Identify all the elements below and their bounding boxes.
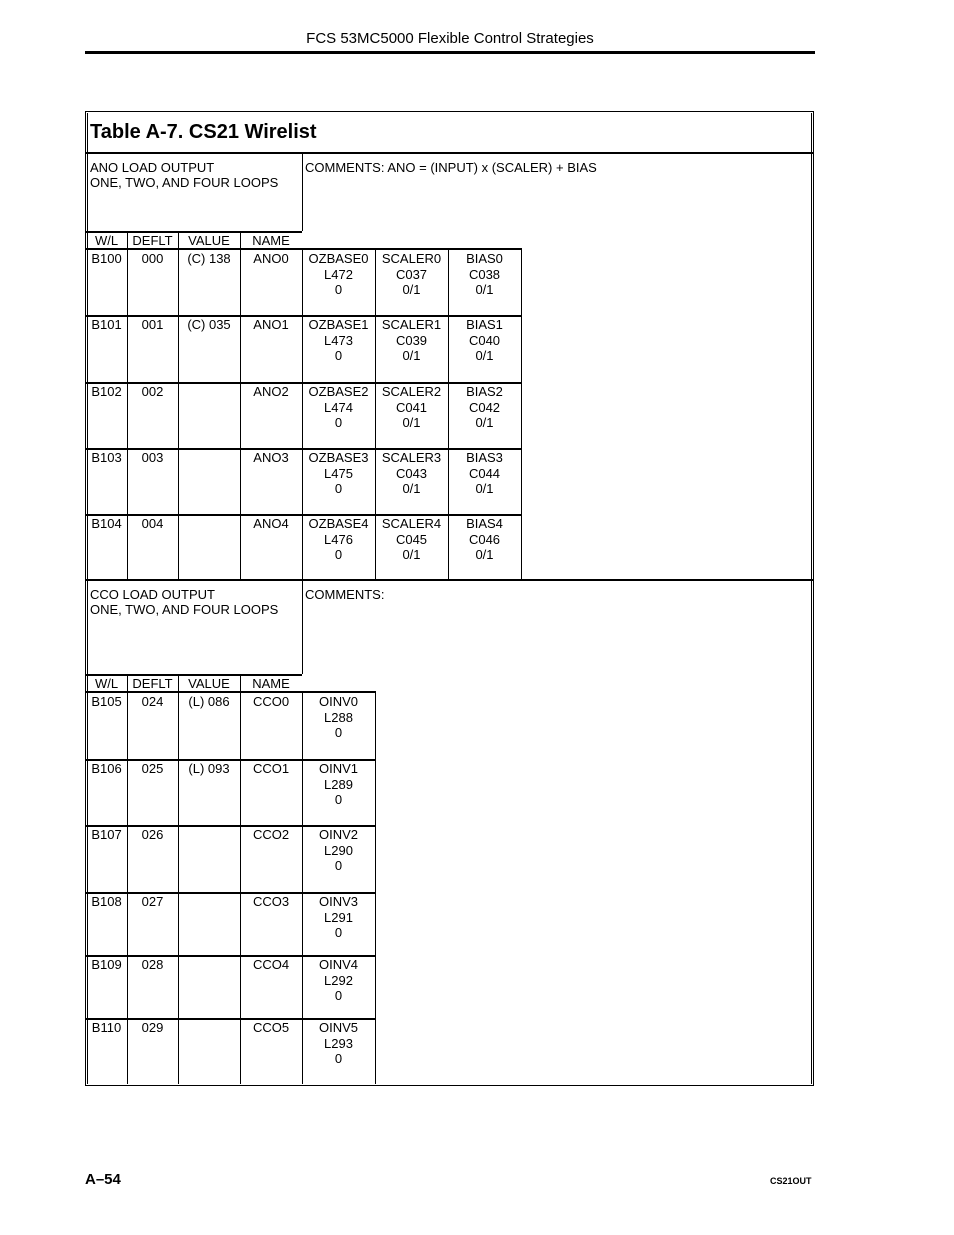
cell-wl: B103 <box>91 450 122 465</box>
param-cell: L292 <box>324 972 353 988</box>
param-cell: SCALER0 <box>381 251 442 266</box>
param-cell: OINV4 <box>318 957 358 972</box>
column-header-deflt: DEFLT <box>132 676 173 691</box>
page-header-title: FCS 53MC5000 Flexible Control Strategies <box>306 30 594 47</box>
param-cell: L289 <box>324 776 353 792</box>
param-cell: L475 <box>324 465 353 481</box>
param-cell: C040 <box>468 332 501 348</box>
param-cell: BIAS4 <box>466 516 503 531</box>
cell-deflt: 025 <box>141 761 164 776</box>
param-cell: C043 <box>395 465 428 481</box>
ano-divider <box>302 152 303 231</box>
param-cell: BIAS1 <box>466 317 503 332</box>
param-cell: 0/1 <box>402 348 421 363</box>
cell-name: ANO2 <box>253 384 289 399</box>
param-cell: SCALER2 <box>381 384 442 399</box>
param-cell: OZBASE3 <box>308 450 369 465</box>
param-cell: C045 <box>395 531 428 547</box>
cell-name: ANO1 <box>253 317 289 332</box>
cell-wl: B108 <box>91 894 122 909</box>
param-cell: 0/1 <box>402 547 421 562</box>
column-header-name: NAME <box>252 233 290 248</box>
param-cell: OZBASE0 <box>308 251 369 266</box>
param-cell: L288 <box>324 709 353 725</box>
param-cell: SCALER4 <box>381 516 442 531</box>
cell-wl: B102 <box>91 384 122 399</box>
page-number: A–54 <box>85 1171 121 1188</box>
cell-name: CCO2 <box>252 827 290 842</box>
param-cell: OINV2 <box>318 827 358 842</box>
param-cell: L293 <box>324 1035 353 1051</box>
cell-deflt: 029 <box>141 1020 164 1035</box>
cell-name: CCO3 <box>252 894 290 909</box>
param-cell: 0 <box>334 925 343 940</box>
param-cell: OINV1 <box>318 761 358 776</box>
cell-wl: B107 <box>91 827 122 842</box>
ano-param-divider <box>521 248 522 579</box>
cell-wl: B100 <box>91 251 122 266</box>
param-cell: SCALER3 <box>381 450 442 465</box>
cell-deflt: 004 <box>141 516 164 531</box>
param-cell: 0/1 <box>475 547 494 562</box>
param-cell: OZBASE4 <box>308 516 369 531</box>
cell-deflt: 026 <box>141 827 164 842</box>
param-cell: 0/1 <box>402 282 421 297</box>
ano-col-divider <box>178 248 179 579</box>
param-cell: L474 <box>324 399 353 415</box>
cco-param-divider <box>375 691 376 1084</box>
cell-name: CCO0 <box>252 694 290 709</box>
cco-top-rule <box>86 579 814 581</box>
cell-value: (C) 035 <box>187 317 231 332</box>
column-header-name: NAME <box>252 676 290 691</box>
param-cell: C041 <box>395 399 428 415</box>
ano-section-subtitle: ONE, TWO, AND FOUR LOOPS <box>90 175 279 190</box>
cell-name: ANO4 <box>253 516 289 531</box>
cell-wl: B101 <box>91 317 122 332</box>
cell-value: (L) 086 <box>188 694 230 709</box>
cell-deflt: 002 <box>141 384 164 399</box>
param-cell: L290 <box>324 842 353 858</box>
param-cell: 0 <box>334 348 343 363</box>
column-header-value: VALUE <box>188 676 230 691</box>
param-cell: OZBASE1 <box>308 317 369 332</box>
document-code: CS21OUT <box>770 1176 812 1186</box>
cco-section-title: CCO LOAD OUTPUT <box>90 587 215 602</box>
cell-value: (L) 093 <box>188 761 230 776</box>
param-cell: 0 <box>334 988 343 1003</box>
cell-wl: B104 <box>91 516 122 531</box>
cell-deflt: 000 <box>141 251 164 266</box>
param-cell: 0 <box>334 1051 343 1066</box>
param-cell: C037 <box>395 266 428 282</box>
param-cell: 0 <box>334 547 343 562</box>
param-cell: BIAS0 <box>466 251 503 266</box>
param-cell: 0 <box>334 725 343 740</box>
param-cell: OZBASE2 <box>308 384 369 399</box>
param-cell: C038 <box>468 266 501 282</box>
param-cell: OINV3 <box>318 894 358 909</box>
cell-value: (C) 138 <box>187 251 231 266</box>
param-cell: 0 <box>334 858 343 873</box>
cell-deflt: 024 <box>141 694 164 709</box>
param-cell: 0 <box>334 415 343 430</box>
param-cell: BIAS2 <box>466 384 503 399</box>
column-header-wl: W/L <box>94 676 119 691</box>
table-title: Table A-7. CS21 Wirelist <box>90 121 317 143</box>
param-cell: 0/1 <box>475 348 494 363</box>
param-cell: L473 <box>324 332 353 348</box>
cell-name: CCO4 <box>252 957 290 972</box>
param-cell: 0 <box>334 792 343 807</box>
cell-name: CCO1 <box>252 761 290 776</box>
param-cell: OINV0 <box>318 694 358 709</box>
cco-section-subtitle: ONE, TWO, AND FOUR LOOPS <box>90 602 279 617</box>
cco-comments: COMMENTS: <box>305 587 385 602</box>
param-cell: L472 <box>324 266 353 282</box>
cell-wl: B110 <box>91 1020 122 1035</box>
header-rule <box>85 51 815 54</box>
param-cell: 0 <box>334 282 343 297</box>
cell-deflt: 027 <box>141 894 164 909</box>
cell-wl: B105 <box>91 694 122 709</box>
param-cell: 0/1 <box>475 481 494 496</box>
param-cell: L291 <box>324 909 353 925</box>
param-cell: SCALER1 <box>381 317 442 332</box>
ano-comments: COMMENTS: ANO = (INPUT) x (SCALER) + BIAS <box>305 160 597 175</box>
cell-wl: B106 <box>91 761 122 776</box>
cell-deflt: 028 <box>141 957 164 972</box>
cell-name: ANO0 <box>253 251 289 266</box>
ano-top-rule <box>86 152 814 154</box>
param-cell: 0/1 <box>475 282 494 297</box>
column-header-value: VALUE <box>188 233 230 248</box>
param-cell: 0 <box>334 481 343 496</box>
cco-param-top-rule <box>302 691 375 693</box>
cell-deflt: 001 <box>141 317 164 332</box>
param-cell: C042 <box>468 399 501 415</box>
param-cell: 0/1 <box>402 481 421 496</box>
ano-section-title: ANO LOAD OUTPUT <box>90 160 215 175</box>
param-cell: C039 <box>395 332 428 348</box>
cell-name: CCO5 <box>252 1020 290 1035</box>
cell-wl: B109 <box>91 957 122 972</box>
cell-deflt: 003 <box>141 450 164 465</box>
cco-divider <box>302 579 303 674</box>
cco-col-divider <box>178 691 179 1084</box>
param-cell: L476 <box>324 531 353 547</box>
cell-name: ANO3 <box>253 450 289 465</box>
param-cell: 0/1 <box>475 415 494 430</box>
param-cell: 0/1 <box>402 415 421 430</box>
param-cell: C044 <box>468 465 501 481</box>
param-cell: BIAS3 <box>466 450 503 465</box>
column-header-deflt: DEFLT <box>132 233 173 248</box>
ano-param-top-rule <box>302 248 521 250</box>
param-cell: OINV5 <box>318 1020 358 1035</box>
param-cell: C046 <box>468 531 501 547</box>
column-header-wl: W/L <box>94 233 119 248</box>
